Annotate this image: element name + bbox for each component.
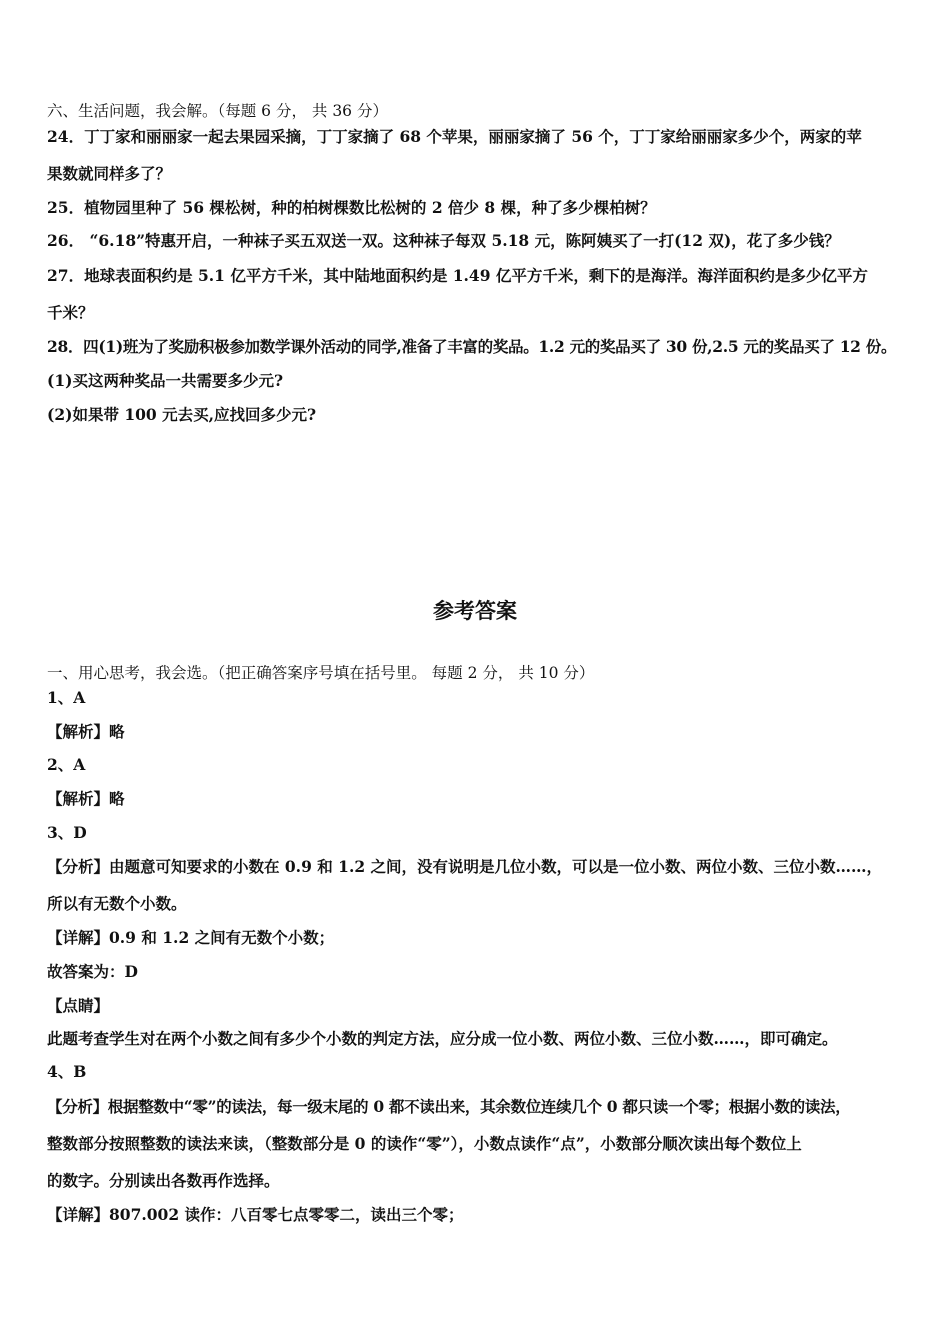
- answer-4-detail: 【详解】807.002 读作：八百零七点零零二，读出三个零；: [47, 1205, 464, 1224]
- question-28-part1: (1)买这两种奖品一共需要多少元?: [47, 371, 284, 390]
- answers-title: 参考答案: [433, 599, 517, 623]
- question-25: 25．植物园里种了 56 棵松树，种的柏树棵数比松树的 2 倍少 8 棵，种了多少棵柏树？: [47, 198, 656, 217]
- section6-heading: 六、生活问题，我会解。（每题 6 分， 共 36 分）: [47, 102, 388, 120]
- question-24-line1: 24．丁丁家和丽丽家一起去果园采摘，丁丁家摘了 68 个苹果，丽丽家摘了 56 个，丁丁家给丽丽家多少个，两家的苹: [47, 127, 862, 146]
- question-27-line2: 千米？: [47, 303, 94, 322]
- answer-3-tip-label: 【点睛】: [47, 996, 110, 1015]
- answer-2-note: 【解析】略: [47, 789, 125, 808]
- question-27-line1: 27．地球表面积约是 5.1 亿平方千米，其中陆地面积约是 1.49 亿平方千米，剩下的是海洋。海洋面积约是多少亿平方: [47, 266, 868, 285]
- answer-3: 3、D: [47, 823, 87, 842]
- answer-3-analysis-line2: 所以有无数个小数。: [47, 894, 187, 913]
- answers-section1-heading: 一、用心思考，我会选。（把正确答案序号填在括号里。 每题 2 分， 共 10 分）: [47, 664, 595, 682]
- answer-4-analysis-line1: 【分析】根据整数中“零”的读法，每一级末尾的 0 都不读出来，其余数位连续几个 0 都只读一个零；根据小数的读法，: [47, 1097, 851, 1116]
- question-28: 28．四(1)班为了奖励积极参加数学课外活动的同学,准备了丰富的奖品。1.2 元的奖品买了 30 份,2.5 元的奖品买了 12 份。: [47, 337, 897, 356]
- answer-4: 4、B: [47, 1062, 87, 1081]
- answer-1-note: 【解析】略: [47, 722, 125, 741]
- answer-3-detail: 【详解】0.9 和 1.2 之间有无数个小数；: [47, 928, 335, 947]
- answer-4-analysis-line2: 整数部分按照整数的读法来读，（整数部分是 0 的读作“零”），小数点读作“点”，小数部分顺次读出每个数位上: [47, 1134, 802, 1153]
- question-24-line2: 果数就同样多了？: [47, 164, 172, 183]
- question-26: 26． “6.18”特惠开启，一种袜子买五双送一双。这种袜子每双 5.18 元，陈阿姨买了一打(12 双)，花了多少钱？: [47, 231, 840, 250]
- answer-3-tip: 此题考查学生对在两个小数之间有多少个小数的判定方法，应分成一位小数、两位小数、三位小数……，即可确定。: [47, 1029, 838, 1048]
- answer-3-analysis-line1: 【分析】由题意可知要求的小数在 0.9 和 1.2 之间，没有说明是几位小数，可以是一位小数、两位小数、三位小数……，: [47, 857, 883, 876]
- answer-4-analysis-line3: 的数字。分别读出各数再作选择。: [47, 1171, 280, 1190]
- question-28-part2: (2)如果带 100 元去买,应找回多少元?: [47, 405, 317, 424]
- answer-3-final: 故答案为：D: [47, 962, 138, 981]
- answer-2: 2、A: [47, 755, 86, 774]
- answer-1: 1、A: [47, 688, 86, 707]
